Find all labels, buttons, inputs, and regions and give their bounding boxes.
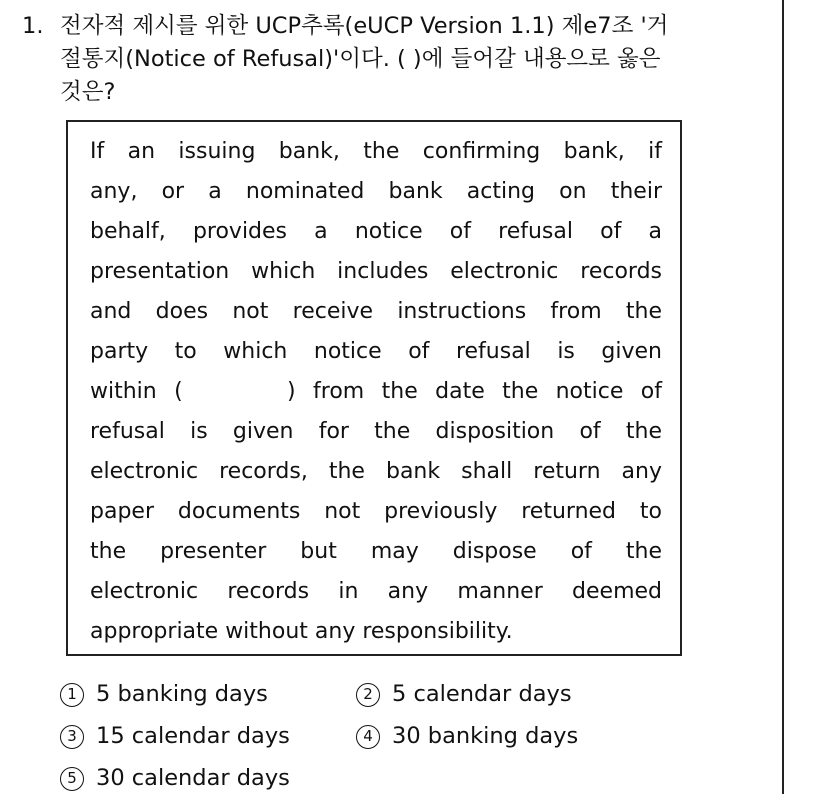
question-line-2 — [22, 43, 772, 76]
passage-line: party to which notice of refusal is given — [90, 339, 662, 364]
question-number: 1. — [22, 13, 44, 39]
question-stem — [22, 10, 772, 109]
choice-text: 30 calendar days — [96, 765, 290, 791]
passage-line: behalf, provides a notice of refusal of a — [90, 219, 662, 244]
passage-line: any, or a nominated bank acting on their — [90, 179, 662, 204]
passage-line: electronic records, the bank shall return any — [90, 459, 662, 484]
question-text-line: 절통지(Notice of Refusal)'이다. ( )에 들어갈 내용으로 옳은 — [60, 46, 661, 72]
choice-number-circle: 4 — [356, 725, 380, 749]
choice-5[interactable] — [60, 760, 290, 796]
passage-box — [66, 120, 682, 656]
question-text-line: 전자적 제시를 위한 UCP추록(eUCP Version 1.1) 제e7조 '거 — [60, 13, 669, 39]
choice-2[interactable] — [356, 676, 572, 712]
choice-number-circle: 3 — [60, 725, 84, 749]
passage-line-blank: within ( ) from the date the notice of — [90, 379, 662, 404]
passage-line: refusal is given for the disposition of the — [90, 419, 662, 444]
passage-line: and does not receive instructions from the — [90, 299, 662, 324]
choice-text: 15 calendar days — [96, 723, 290, 749]
page-right-border — [782, 0, 784, 794]
choice-4[interactable] — [356, 718, 578, 754]
passage-line: appropriate without any responsibility. — [90, 619, 513, 644]
choice-text: 5 banking days — [96, 681, 268, 707]
choice-text: 30 banking days — [392, 723, 579, 749]
question-text-line: 것은? — [60, 79, 116, 105]
passage-line: presentation which includes electronic records — [90, 259, 662, 284]
passage-text — [90, 132, 662, 652]
choice-3[interactable] — [60, 718, 290, 754]
choice-text: 5 calendar days — [392, 681, 572, 707]
choice-number-circle: 1 — [60, 683, 84, 707]
choice-1[interactable] — [60, 676, 268, 712]
choice-number-circle: 2 — [356, 683, 380, 707]
choice-number-circle: 5 — [60, 767, 84, 791]
passage-line: electronic records in any manner deemed — [90, 579, 662, 604]
question-line-1 — [22, 10, 772, 43]
passage-line: paper documents not previously returned to — [90, 499, 662, 524]
passage-line: the presenter but may dispose of the — [90, 539, 662, 564]
passage-line: If an issuing bank, the confirming bank, if — [90, 139, 662, 164]
question-line-3 — [22, 76, 772, 109]
